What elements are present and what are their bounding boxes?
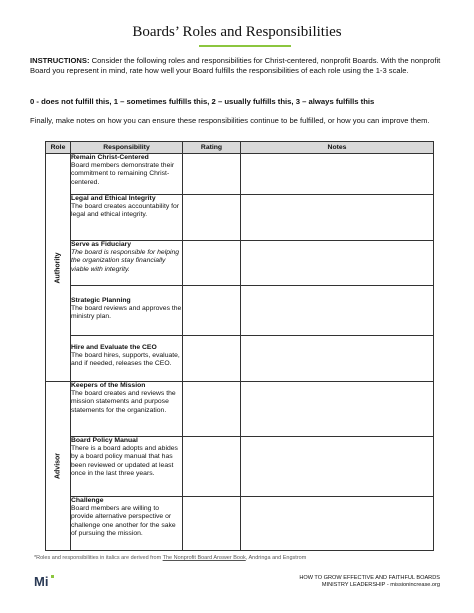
rating-cell[interactable] (183, 154, 241, 195)
table-row (46, 241, 434, 286)
header-responsibility: Responsibility (71, 142, 183, 154)
responsibility-title: Keepers of the Mission (71, 382, 146, 389)
responsibility-cell (71, 336, 183, 382)
footer-line-2: MINISTRY LEADERSHIP - missionincrease.org (321, 582, 440, 588)
responsibility-desc: The board is responsible for helping the organization stay financially viable with integrity. (71, 249, 180, 273)
responsibility-cell (71, 195, 183, 241)
responsibility-title: Remain Christ-Centered (71, 154, 149, 161)
role-cell-advisor (46, 382, 71, 551)
table-row (46, 382, 434, 437)
footer-credit (299, 575, 440, 589)
responsibility-cell (71, 497, 183, 551)
responsibility-desc: The board reviews and approves the ministry plan. (71, 305, 182, 321)
instructions-text: Consider the following roles and responsibilities for Christ-centered, nonprofit Boards. With the nonprofit Board you represent in mind, rate how well your Board fulfills the responsibilities of each role using the 1-3 scale. (30, 56, 441, 75)
responsibility-title: Board Policy Manual (71, 437, 138, 444)
responsibility-title: Legal and Ethical Integrity (71, 195, 156, 202)
page-title: Boards’ Roles and Responsibilities (132, 24, 342, 40)
table-row (46, 154, 434, 195)
responsibility-desc: Board members demonstrate their commitment to remaining Christ-centered. (71, 162, 175, 186)
instructions-label: INSTRUCTIONS: (30, 56, 90, 65)
rating-cell[interactable] (183, 382, 241, 437)
notes-cell[interactable] (241, 195, 434, 241)
notes-cell[interactable] (241, 286, 434, 336)
notes-cell[interactable] (241, 241, 434, 286)
rating-cell[interactable] (183, 497, 241, 551)
table-row (46, 195, 434, 241)
table-row (46, 437, 434, 497)
title-underline (199, 45, 291, 47)
footnote-book-title: The Nonprofit Board Answer Book (162, 555, 246, 561)
responsibility-cell (71, 154, 183, 195)
responsibility-title: Strategic Planning (71, 297, 131, 304)
footer-line-1: HOW TO GROW EFFECTIVE AND FAITHFUL BOARDS (299, 575, 440, 581)
rating-cell[interactable] (183, 195, 241, 241)
header-notes: Notes (241, 142, 434, 154)
table-row (46, 497, 434, 551)
instructions-paragraph (30, 56, 445, 75)
table-header-row (46, 142, 434, 154)
header-role: Role (46, 142, 71, 154)
finally-paragraph: Finally, make notes on how you can ensure these responsibilities continue to be fulfilled, or how you can improve them. (30, 116, 430, 125)
responsibilities-table (45, 141, 434, 551)
responsibility-title: Hire and Evaluate the CEO (71, 344, 157, 351)
rating-scale: 0 - does not fulfill this, 1 – sometimes fulfills this, 2 – usually fulfills this, 3 – always fulfills this (30, 97, 375, 106)
rating-cell[interactable] (183, 286, 241, 336)
role-label-authority: Authority (54, 251, 62, 284)
notes-cell[interactable] (241, 497, 434, 551)
responsibility-cell (71, 286, 183, 336)
responsibility-title: Challenge (71, 497, 104, 504)
rating-cell[interactable] (183, 336, 241, 382)
responsibility-desc: Board members are willing to provide alternative perspective or challenge one another for the sake of pursuing the mission. (71, 505, 176, 537)
table-row (46, 286, 434, 336)
notes-cell[interactable] (241, 336, 434, 382)
mission-increase-logo (34, 574, 56, 588)
logo-text: Mi (34, 574, 49, 588)
header-rating: Rating (183, 142, 241, 154)
table-row (46, 336, 434, 382)
rating-cell[interactable] (183, 241, 241, 286)
notes-cell[interactable] (241, 437, 434, 497)
responsibility-cell (71, 437, 183, 497)
rating-cell[interactable] (183, 437, 241, 497)
responsibility-desc: The board creates accountability for legal and ethical integrity. (71, 203, 180, 219)
role-cell-authority (46, 154, 71, 382)
responsibility-desc: The board hires, supports, evaluate, and if needed, releases the CEO. (71, 352, 180, 368)
notes-cell[interactable] (241, 154, 434, 195)
logo-dot (51, 575, 54, 578)
footnote-pre: *Roles and responsibilities in italics are derived from (34, 555, 163, 561)
responsibility-cell (71, 382, 183, 437)
responsibility-title: Serve as Fiduciary (71, 241, 132, 248)
notes-cell[interactable] (241, 382, 434, 437)
responsibility-desc: There is a board adopts and abides by a board policy manual that has been reviewed or updated at least once in the last three years. (71, 445, 178, 477)
footnote-post: , Andringa and Engstrom (245, 555, 307, 561)
footnote (34, 555, 306, 561)
responsibility-cell (71, 241, 183, 286)
role-label-advisor: Advisor (54, 452, 62, 480)
responsibility-desc: The board creates and reviews the mission statements and purpose statements for the organization. (71, 390, 176, 414)
